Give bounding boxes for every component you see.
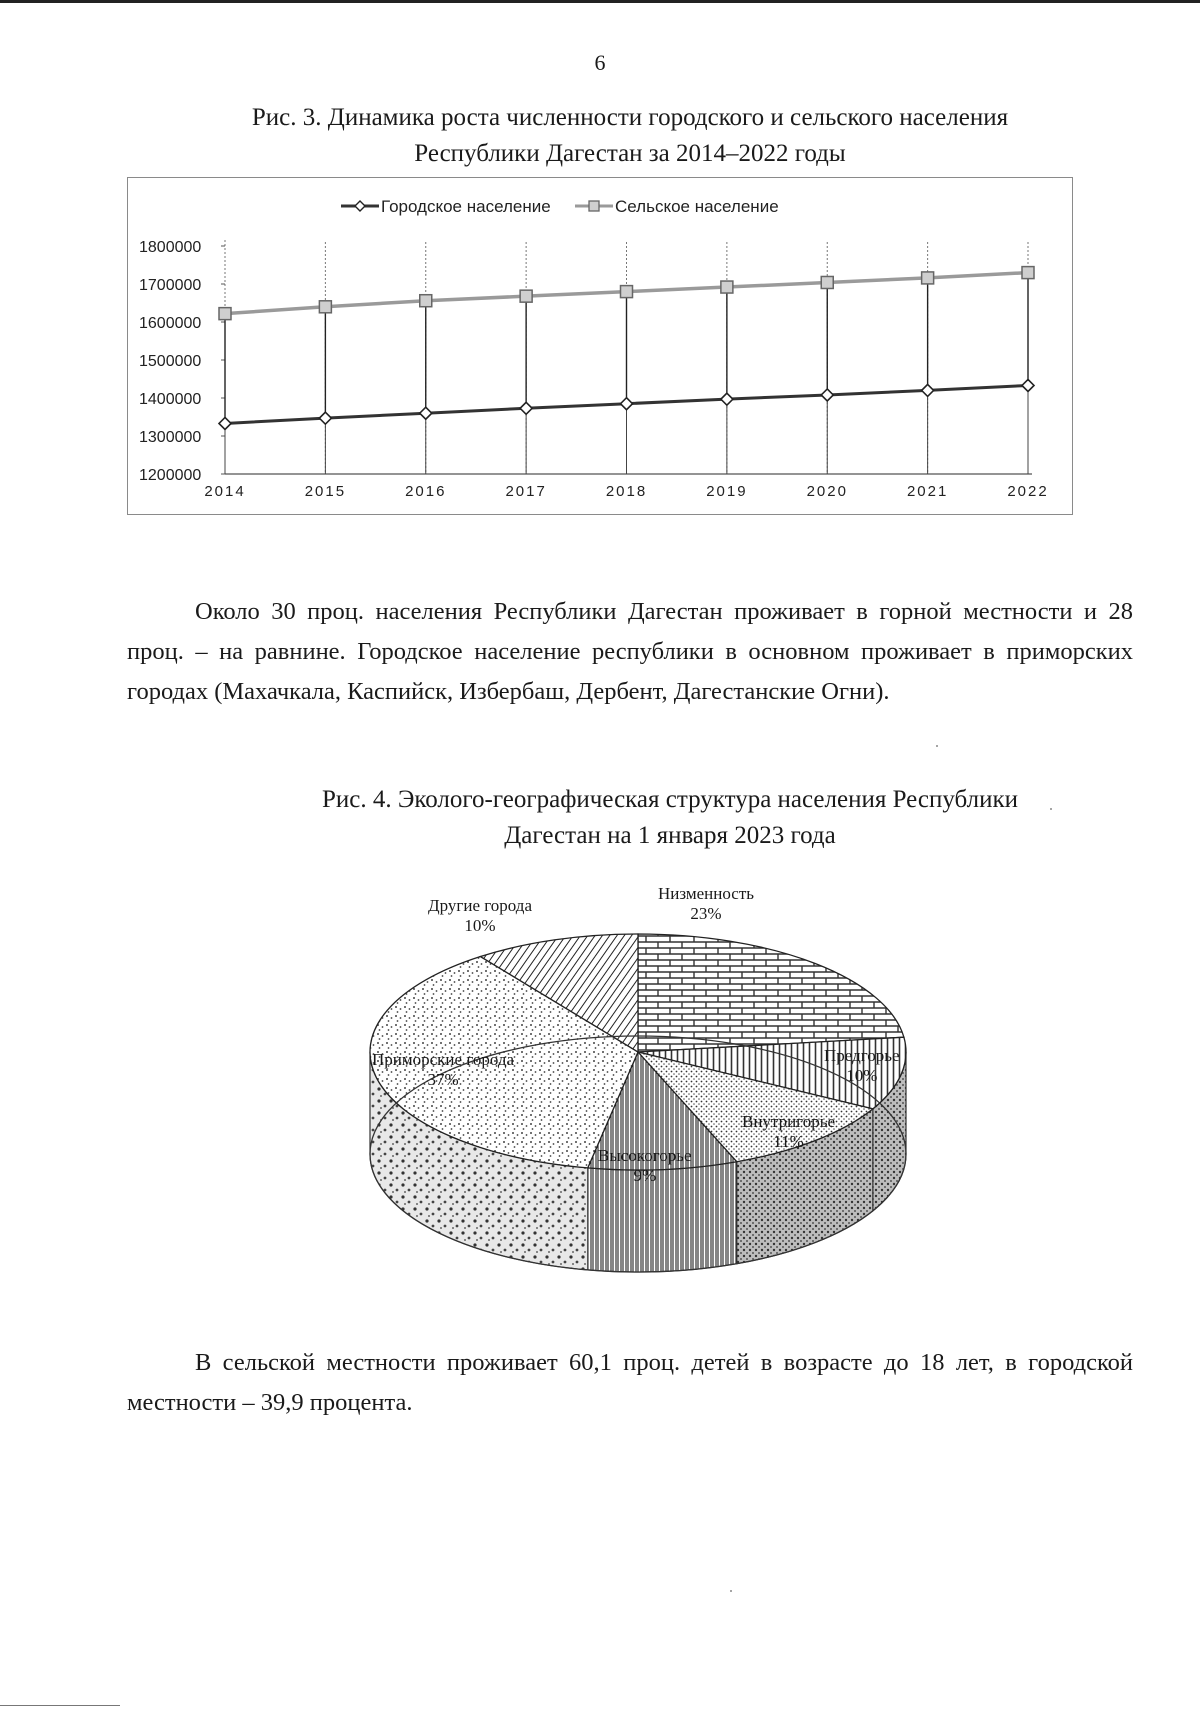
- pie-label-inner-mountains: Внутригорье 11%: [742, 1112, 836, 1151]
- figure3-caption-line1: Рис. 3. Динамика роста численности городского и сельского населения: [251, 104, 1009, 131]
- x-tick-label: 2020: [806, 483, 848, 500]
- paragraph-mountain-plain: [127, 592, 1133, 712]
- urban-point: [520, 402, 532, 414]
- figure4-caption: [0, 782, 1200, 854]
- scan-border-bottom: [0, 1705, 120, 1706]
- rural-point: [319, 301, 331, 313]
- x-tick-label: 2015: [304, 483, 347, 500]
- pie-label-other-cities: Другие города 10%: [428, 896, 532, 935]
- pie-slice-lowland: [638, 934, 904, 1052]
- figure3-caption: [0, 100, 1200, 172]
- pie-label-highlands: Высокогорье 9%: [598, 1146, 692, 1185]
- figure4-caption-line1: Рис. 4. Эколого-географическая структура населения Республики: [321, 786, 1019, 813]
- y-tick-label: 1400000: [139, 391, 202, 408]
- rural-point: [922, 272, 934, 284]
- legend-marker-urban: [355, 201, 365, 211]
- x-tick-label: 2021: [906, 483, 949, 500]
- figure3-caption-line2: Республики Дагестан за 2014–2022 годы: [414, 140, 846, 167]
- urban-point: [420, 407, 432, 419]
- paragraph1-text: Около 30 проц. населения Республики Дагестан проживает в горной местности и 28 проц. – на равнине. Городское население республики в основном проживает в приморских городах (Махачкала, Каспийск, Избербаш, Дербент, Дагестанские Огни).: [127, 598, 1133, 705]
- y-tick-label: 1500000: [139, 353, 202, 370]
- y-tick-label: 1700000: [139, 277, 202, 294]
- eco-geo-pie-chart: [340, 870, 960, 1280]
- legend-marker-rural: [589, 201, 599, 211]
- x-tick-label: 2018: [605, 483, 648, 500]
- legend-label-urban: Городское население: [381, 197, 551, 216]
- urban-point: [219, 417, 231, 429]
- rural-point: [219, 308, 231, 320]
- scan-speck: [1050, 808, 1052, 810]
- rural-point: [621, 286, 633, 298]
- population-line-chart: [127, 177, 1073, 515]
- y-tick-label: 1800000: [139, 239, 202, 256]
- x-tick-label: 2022: [1007, 483, 1049, 500]
- paragraph2-text: В сельской местности проживает 60,1 проц. детей в возрасте до 18 лет, в городской местности – 39,9 процента.: [127, 1349, 1133, 1416]
- rural-point: [520, 290, 532, 302]
- urban-point: [922, 384, 934, 396]
- pie-label-coastal-cities: Приморские города 37%: [372, 1050, 515, 1089]
- legend-label-rural: Сельское население: [615, 197, 779, 216]
- urban-point: [721, 393, 733, 405]
- urban-point: [621, 398, 633, 410]
- urban-point: [1022, 379, 1034, 391]
- paragraph-children: [127, 1343, 1133, 1423]
- scan-border-top: [0, 0, 1200, 3]
- page-number: 6: [594, 50, 606, 75]
- pie-label-lowland: Низменность 23%: [658, 884, 754, 923]
- figure4-caption-line2: Дагестан на 1 января 2023 года: [504, 822, 836, 849]
- rural-point: [821, 276, 833, 288]
- y-tick-label: 1300000: [139, 429, 202, 446]
- x-tick-label: 2014: [204, 483, 246, 500]
- scan-speck: [936, 745, 938, 747]
- scan-speck: [730, 1590, 732, 1592]
- pie-label-foothills: Предгорье 10%: [824, 1046, 900, 1085]
- rural-point: [420, 295, 432, 307]
- x-tick-label: 2019: [706, 483, 748, 500]
- x-tick-label: 2016: [405, 483, 447, 500]
- y-tick-label: 1600000: [139, 315, 202, 332]
- line-chart-svg: [128, 178, 1072, 514]
- urban-point: [319, 412, 331, 424]
- rural-point: [1022, 267, 1034, 279]
- rural-point: [721, 281, 733, 293]
- urban-point: [821, 389, 833, 401]
- x-tick-label: 2017: [505, 483, 547, 500]
- y-tick-label: 1200000: [139, 467, 202, 484]
